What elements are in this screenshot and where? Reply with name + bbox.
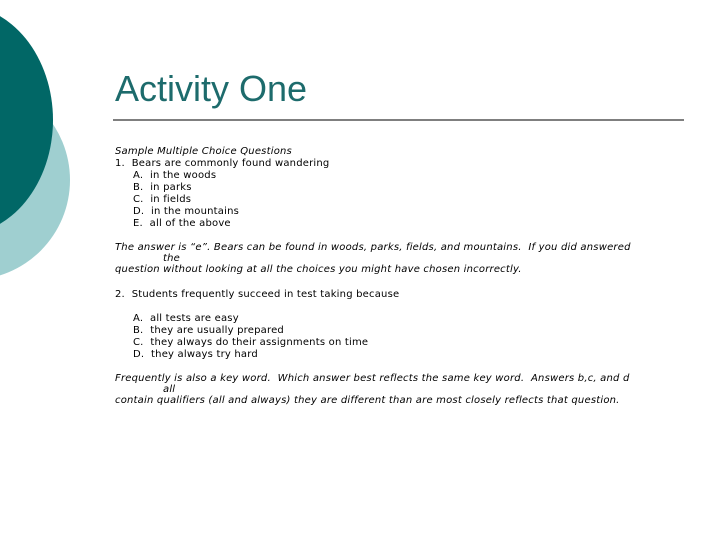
question-1-option-c: C. in fields [133,194,192,205]
explanation-1-line-3: question without looking at all the choices you might have chosen incorrectly. [115,264,522,275]
explanation-1-line-2: the [163,253,181,264]
spacer [115,361,705,373]
explanation-2-line-1: Frequently is also a key word. Which answer best reflects the same key word. Answers b,c, and d [115,373,630,384]
question-2-option-b: B. they are usually prepared [133,325,284,336]
question-1-option-b: B. in parks [133,182,192,193]
slide-title: Activity One [115,68,308,109]
explanation-1-line-1: The answer is “e”. Bears can be found in woods, parks, fields, and mountains. If you did answered [115,242,631,253]
spacer [115,276,705,289]
question-2-option-c: C. they always do their assignments on time [133,337,369,348]
question-2-option-a: A. all tests are easy [133,313,239,324]
spacer [115,230,705,242]
explanation-2-line-2: all [163,384,176,395]
body-heading: Sample Multiple Choice Questions [115,146,292,157]
question-2-option-d: D. they always try hard [133,349,258,360]
slide-body [115,146,705,407]
question-1-stem: 1. Bears are commonly found wandering [115,158,330,169]
spacer [115,301,705,313]
title-divider [113,119,684,121]
explanation-2-line-3: contain qualifiers (all and always) they are different than are most closely reflects that question. [115,395,620,406]
question-2-stem: 2. Students frequently succeed in test taking because [115,289,400,300]
question-1-option-e: E. all of the above [133,218,231,229]
question-1-option-d: D. in the mountains [133,206,240,217]
question-1-option-a: A. in the woods [133,170,217,181]
decorative-circles [0,0,80,300]
